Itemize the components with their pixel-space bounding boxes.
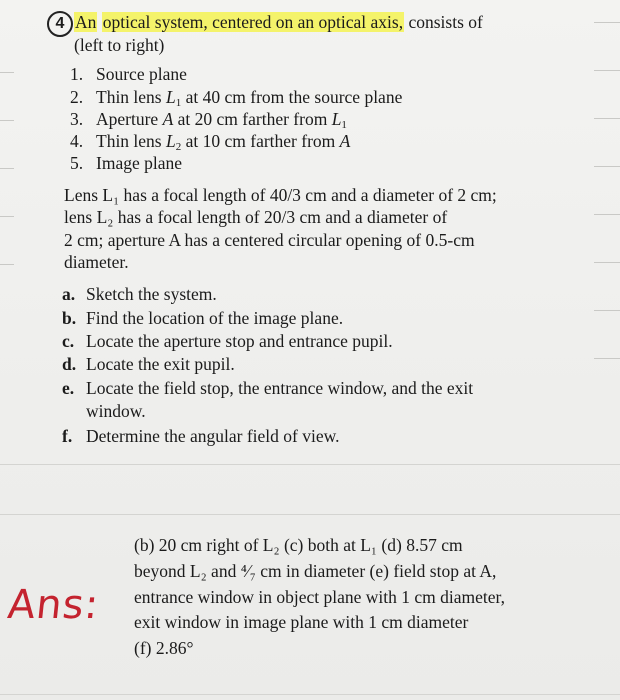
list-item-4: 4. Thin lens $L_2$ at 10 cm farther from A [70,131,351,153]
answer-line-3: entrance window in object plane with 1 cm diameter, [134,587,506,607]
rule-line [594,118,620,119]
question-number: 4 [47,11,73,37]
rule-line [0,514,620,515]
rule-line [594,262,620,263]
intro-rest: consists of [404,12,483,32]
answer-handwritten-label: Ans: [5,582,102,628]
rule-line [0,694,620,695]
rule-line [0,72,14,73]
paragraph-line-4: diameter. [64,252,129,272]
rule-line [594,22,620,23]
part-f: f. Determine the angular field of view. [62,426,340,446]
answer-line-1: (b) 20 cm right of L₂ (c) both at L₁ (d) 8.57 cm [134,535,463,555]
part-e-continued: window. [86,401,146,421]
rule-line [594,214,620,215]
answer-line-5: (f) 2.86° [134,638,194,658]
rule-line [594,310,620,311]
intro-line-2: (left to right) [74,35,165,55]
part-e: e. Locate the field stop, the entrance window, and the exit [62,378,474,398]
paragraph-line-1: Lens L₁ has a focal length of 40/3 cm and a diameter of 2 cm; [64,185,497,205]
intro-highlight-1: An [75,12,97,32]
rule-line [594,70,620,71]
rule-line [594,166,620,167]
list-item-1: 1. Source plane [70,64,187,84]
part-d: d. Locate the exit pupil. [62,354,235,374]
part-b: b. Find the location of the image plane. [62,308,344,328]
rule-line [0,264,14,265]
rule-line [0,216,14,217]
answer-line-2: beyond L₂ and ⁴⁄₇ cm in diameter (e) field stop at A, [134,561,497,581]
part-a: a. Sketch the system. [62,284,217,304]
rule-line [594,358,620,359]
part-c: c. Locate the aperture stop and entrance pupil. [62,331,393,351]
rule-line [0,120,14,121]
list-item-5: 5. Image plane [70,153,182,173]
answer-line-4: exit window in image plane with 1 cm diameter [134,612,469,632]
rule-line [0,464,620,465]
rule-line [0,168,14,169]
paragraph-line-2: lens L₂ has a focal length of 20/3 cm and a diameter of [64,207,448,227]
list-item-2: 2. Thin lens $L_1$ at 40 cm from the source plane [70,87,403,109]
list-item-3: 3. Aperture A at 20 cm farther from $L_1$ [70,109,347,131]
paragraph-line-3: 2 cm; aperture A has a centered circular opening of 0.5-cm [64,230,475,250]
intro-line-1 [74,11,483,33]
intro-highlight-2: optical system, centered on an optical axis, [102,12,404,32]
